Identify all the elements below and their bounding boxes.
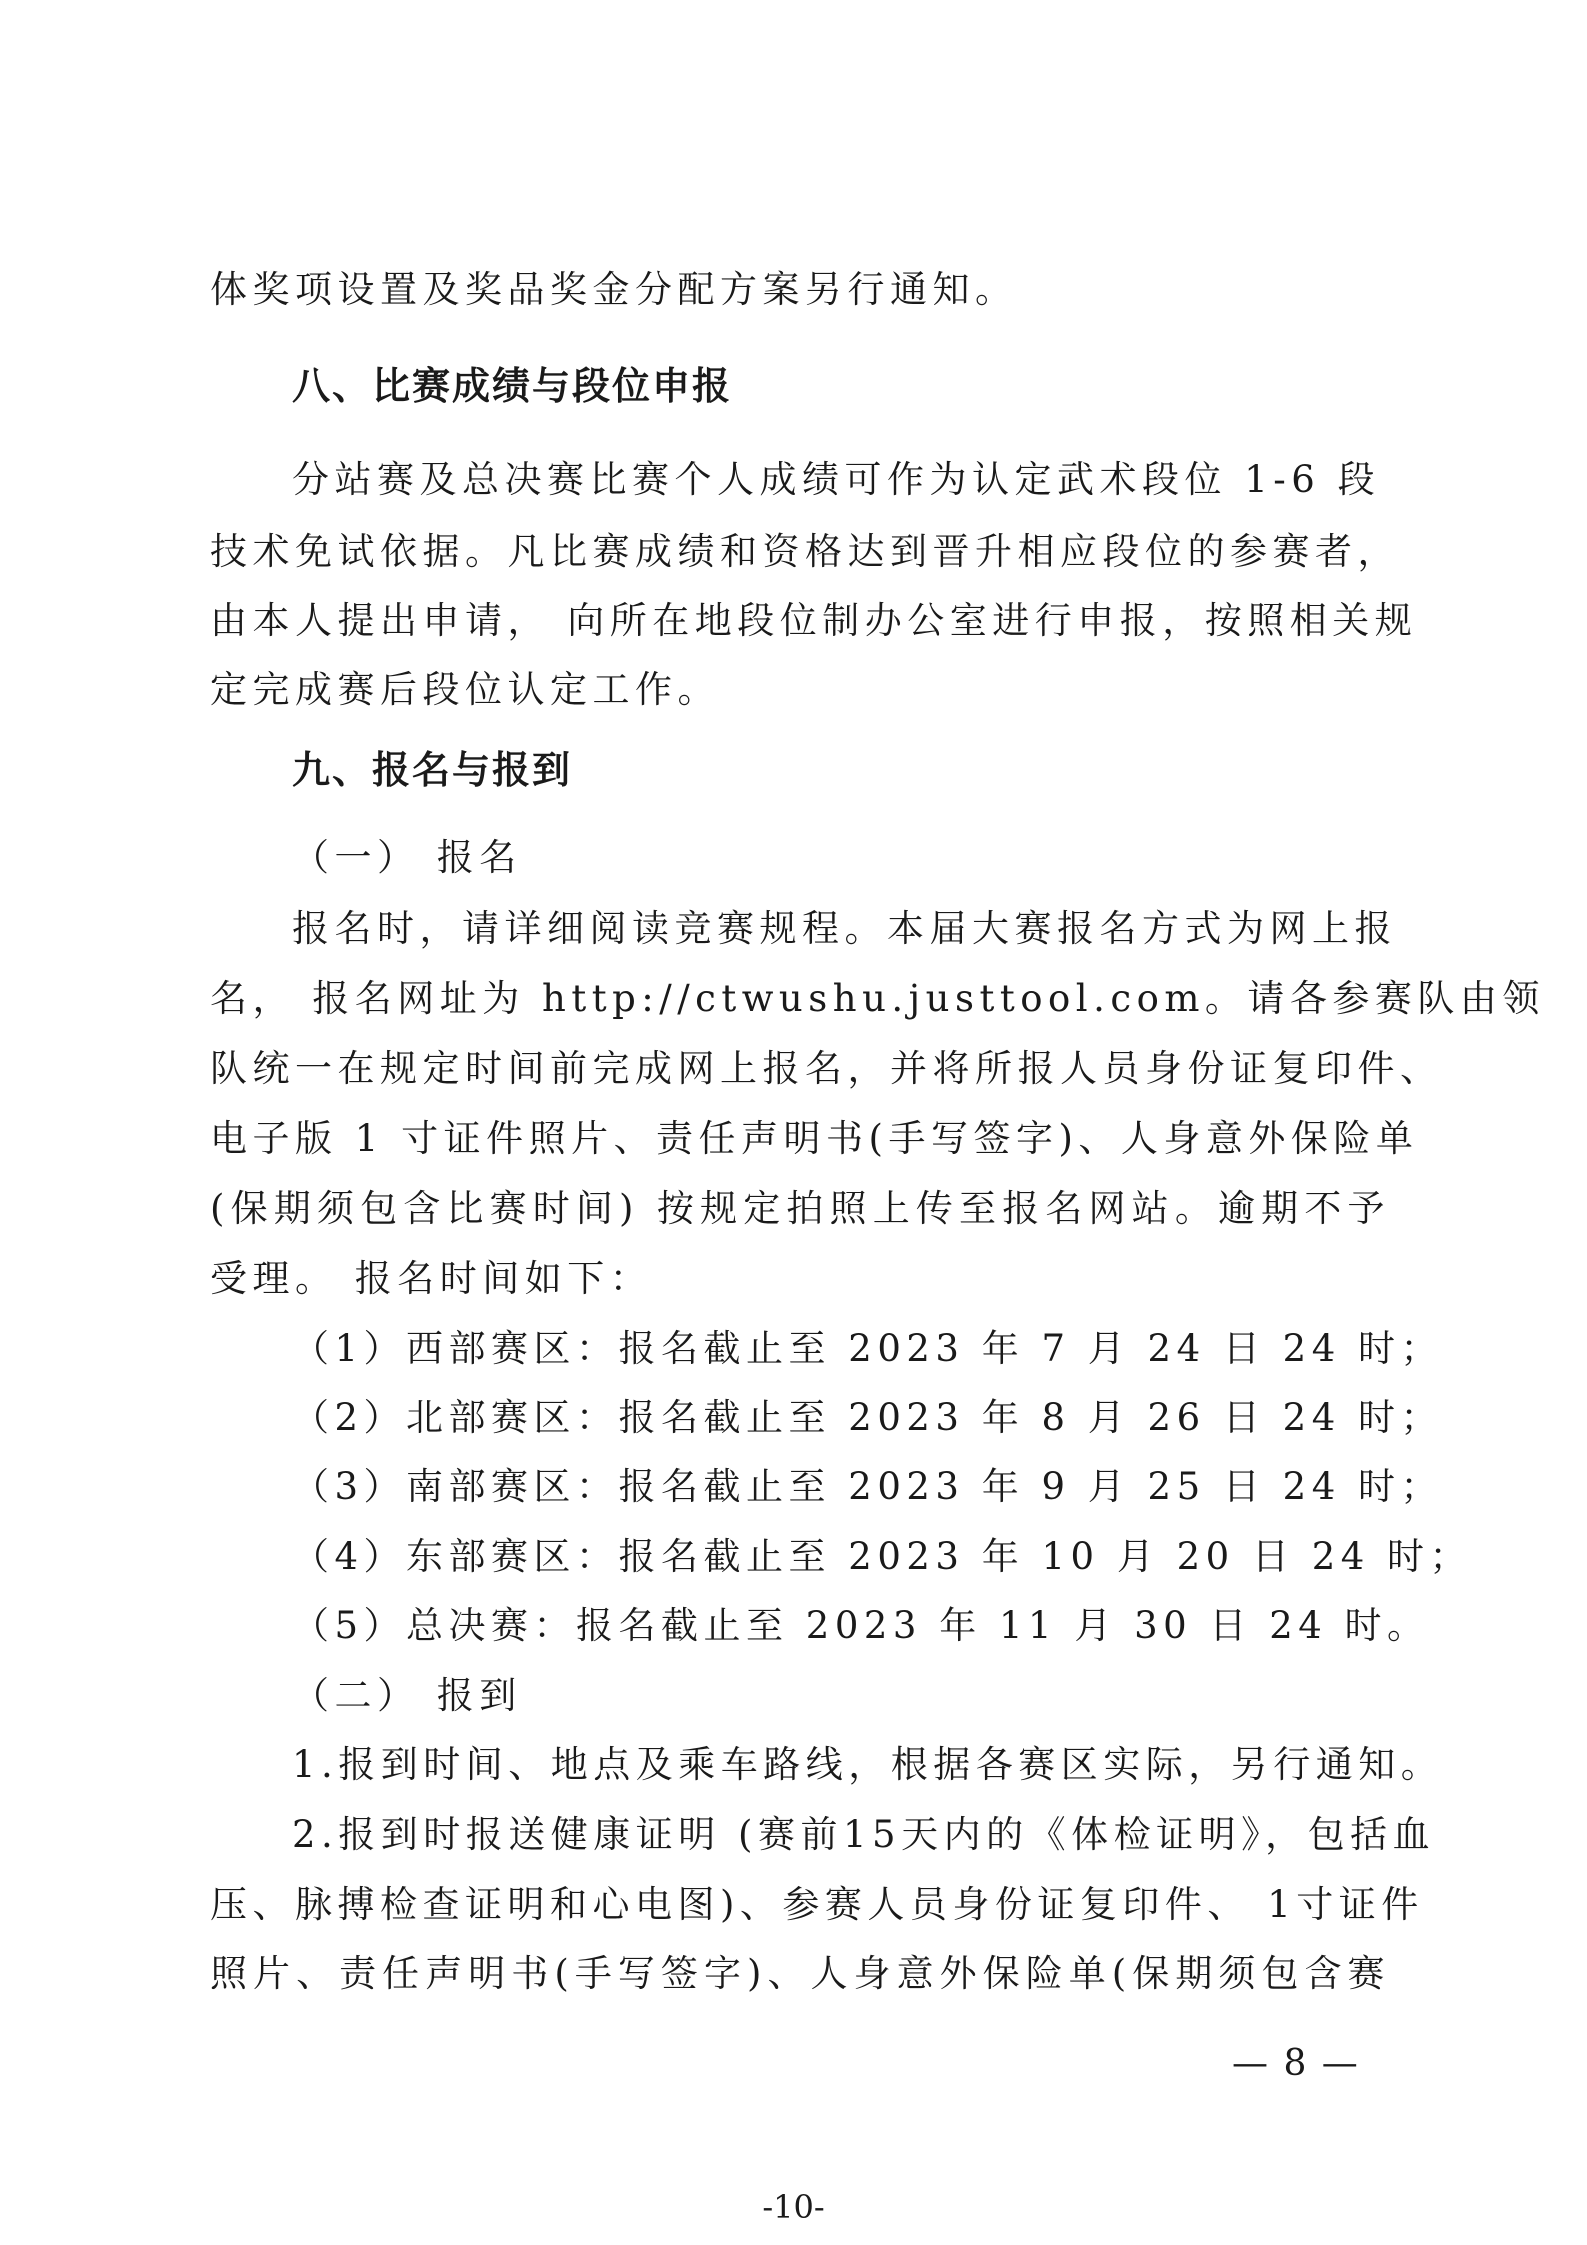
footer-page-number: -10- xyxy=(762,2188,825,2226)
deadline-item-north: （2）北部赛区：报名截止至 2023 年 8 月 26 日 24 时； xyxy=(292,1396,1443,1439)
section-8-paragraph-line: 由本人提出申请， 向所在地段位制办公室进行申报，按照相关规 xyxy=(210,599,1418,642)
deadline-item-west: （1）西部赛区：报名截止至 2023 年 7 月 24 日 24 时； xyxy=(292,1327,1443,1370)
check-in-paragraph-line: 1.报到时间、地点及乘车路线，根据各赛区实际，另行通知。 xyxy=(292,1743,1444,1786)
section-8-heading: 八、比赛成绩与段位申报 xyxy=(292,364,733,408)
page-number: — 8 — xyxy=(1232,2043,1360,2084)
registration-paragraph-line: (保期须包含比赛时间) 按规定拍照上传至报名网站。逾期不予 xyxy=(210,1187,1390,1230)
check-in-paragraph-line: 2.报到时报送健康证明 (赛前15天内的《体检证明》，包括血 xyxy=(292,1813,1436,1856)
section-8-paragraph-line: 定完成赛后段位认定工作。 xyxy=(210,668,720,711)
check-in-paragraph-line: 压、脉搏检查证明和心电图)、参赛人员身份证复印件、 1寸证件 xyxy=(210,1883,1424,1926)
section-8-paragraph-line: 分站赛及总决赛比赛个人成绩可作为认定武术段位 1-6 段 xyxy=(292,458,1381,501)
check-in-paragraph-line: 照片、责任声明书(手写签字)、人身意外保险单(保期须包含赛 xyxy=(210,1952,1390,1995)
registration-paragraph-line: 电子版 1 寸证件照片、责任声明书(手写签字)、人身意外保险单 xyxy=(210,1117,1419,1160)
deadline-item-south: （3）南部赛区：报名截止至 2023 年 9 月 25 日 24 时； xyxy=(292,1465,1443,1508)
registration-paragraph-line: 队统一在规定时间前完成网上报名，并将所报人员身份证复印件、 xyxy=(210,1047,1443,1090)
deadline-item-final: （5）总决赛：报名截止至 2023 年 11 月 30 日 24 时。 xyxy=(292,1604,1430,1647)
registration-paragraph-line: 名， 报名网址为 http://ctwushu.justtool.com。请各参赛队由领 xyxy=(210,977,1545,1020)
continuation-line: 体奖项设置及奖品奖金分配方案另行通知。 xyxy=(210,268,1018,311)
registration-paragraph-line: 受理。 报名时间如下： xyxy=(210,1257,653,1300)
section-9-heading: 九、报名与报到 xyxy=(292,748,573,792)
section-8-paragraph-line: 技术免试依据。凡比赛成绩和资格达到晋升相应段位的参赛者， xyxy=(210,530,1400,573)
registration-paragraph-line: 报名时，请详细阅读竞赛规程。本届大赛报名方式为网上报 xyxy=(292,907,1397,950)
deadline-item-east: （4）东部赛区：报名截止至 2023 年 10 月 20 日 24 时； xyxy=(292,1535,1473,1578)
subsection-1-title: （一） 报名 xyxy=(292,836,522,879)
subsection-2-title: （二） 报到 xyxy=(292,1674,522,1717)
